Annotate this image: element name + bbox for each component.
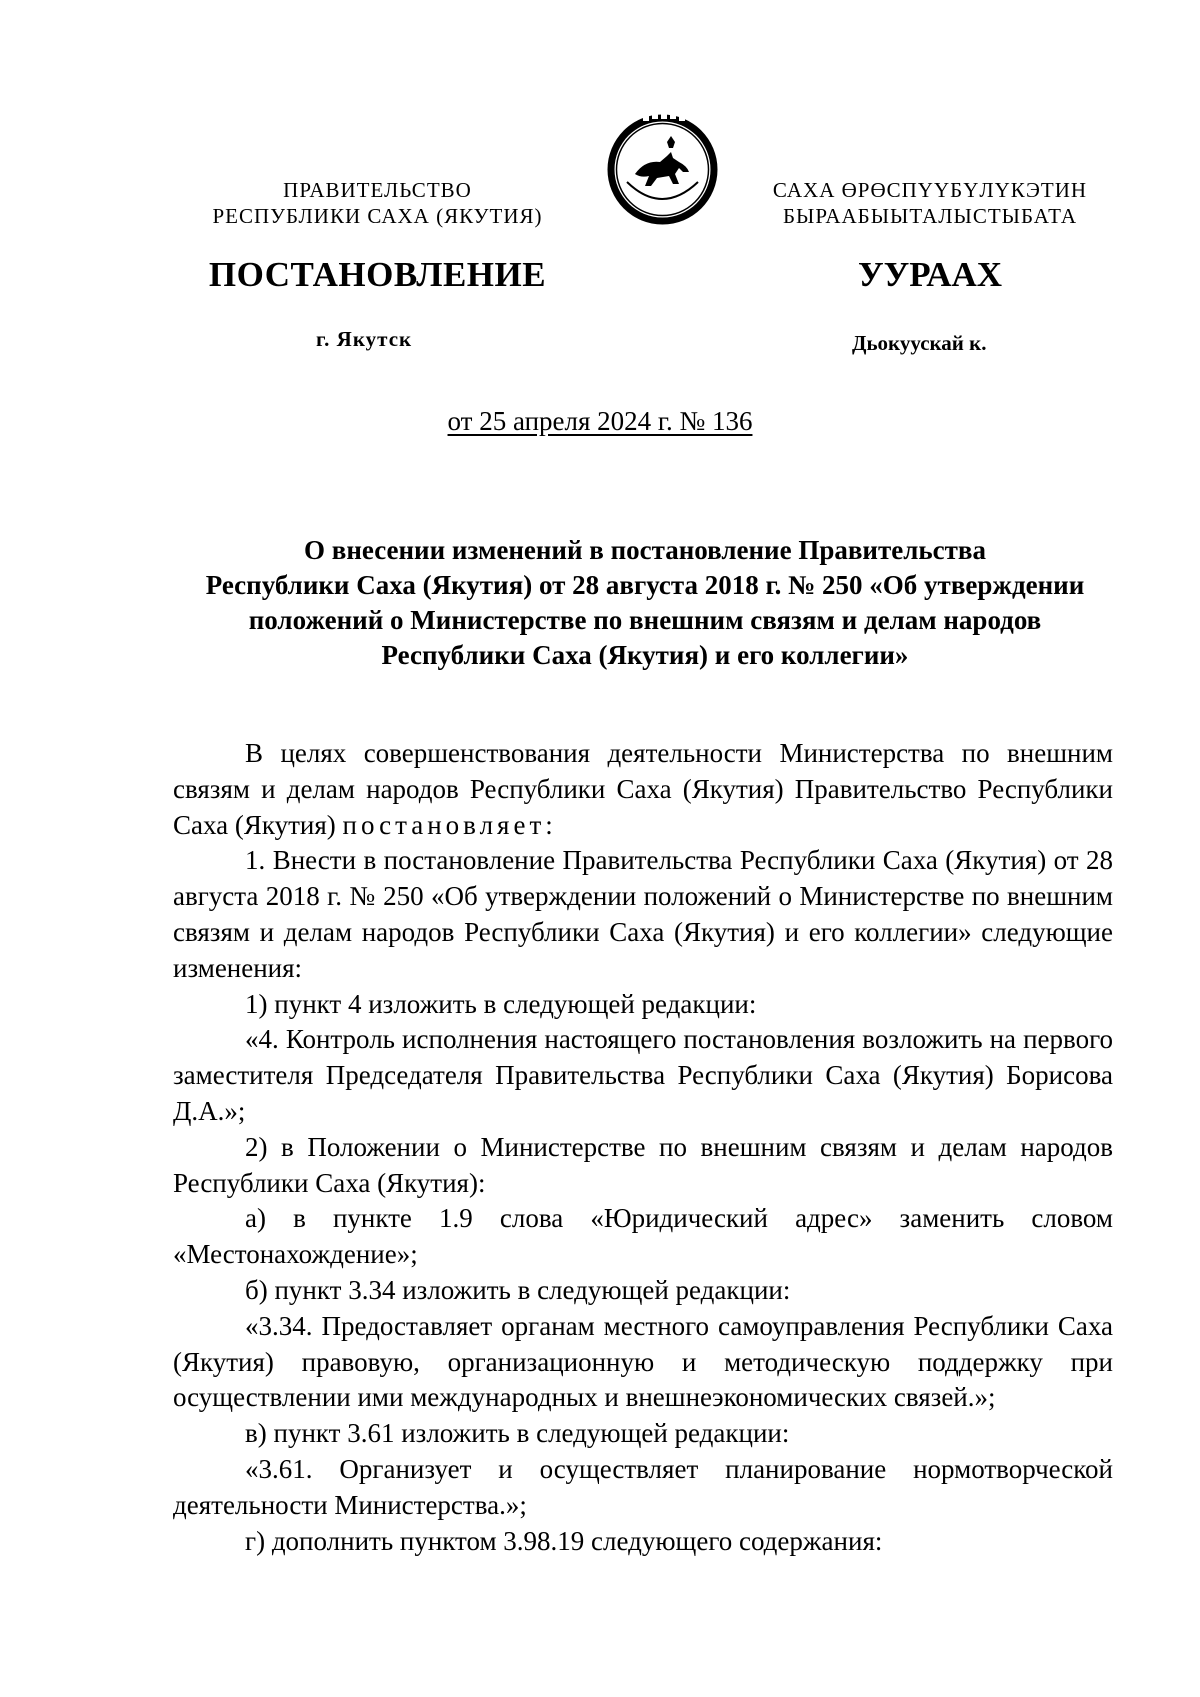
header-left-authority bbox=[165, 177, 590, 229]
doc-type-title-ru: ПОСТАНОВЛЕНИЕ bbox=[208, 255, 547, 294]
date-number: от 25 апреля 2024 г. № 136 bbox=[447, 406, 753, 436]
paragraph-subitem-2: 2) в Положении о Министерстве по внешним связям и делам народов Республики Саха (Якутия): bbox=[173, 1131, 1113, 1198]
paragraph-quote-3-61: «3.61. Организует и осуществляет планирование нормотворческой деятельности Министерства.»; bbox=[173, 1453, 1113, 1520]
document-body bbox=[173, 736, 1113, 1559]
doc-title-line3: положений о Министерстве по внешним связям и делам народов bbox=[248, 605, 1042, 635]
doc-title-line2: Республики Саха (Якутия) от 28 августа 2018 г. № 250 «Об утверждении bbox=[205, 570, 1085, 600]
document-title bbox=[170, 533, 1120, 673]
doc-type-title-sah: УУРААХ bbox=[857, 255, 1003, 294]
header-left-line1: ПРАВИТЕЛЬСТВО bbox=[283, 178, 472, 202]
paragraph-subitem-b: б) пункт 3.34 изложить в следующей редакции: bbox=[245, 1274, 791, 1305]
city-ru: г. Якутск bbox=[316, 327, 413, 351]
header-left-line2: РЕСПУБЛИКИ САХА (ЯКУТИЯ) bbox=[212, 204, 543, 228]
paragraph-subitem-v: в) пункт 3.61 изложить в следующей редакции: bbox=[245, 1418, 790, 1449]
paragraph-subitem-1: 1) пункт 4 изложить в следующей редакции: bbox=[245, 988, 757, 1019]
paragraph-quote-3-34: «3.34. Предоставляет органам местного самоуправления Республики Саха (Якутия) правовую, организационную и методическую поддержку при осуществлении ими международных и внешнеэкономических связей.»; bbox=[173, 1310, 1113, 1413]
doc-title-line4: Республики Саха (Якутия) и его коллегии» bbox=[381, 640, 909, 670]
doc-title-line1: О внесении изменений в постановление Правительства bbox=[304, 535, 986, 565]
preamble-text: В целях совершенствования деятельности Министерства по внешним связям и делам народов Республики Саха (Якутия) Правительство Республики Саха (Якутия) bbox=[173, 738, 1113, 840]
coat-of-arms-icon bbox=[605, 112, 720, 227]
header-right-authority bbox=[745, 177, 1115, 229]
header-right-line2: БЫРААБЫЫТАЛЫСТЫБАТА bbox=[782, 204, 1078, 228]
paragraph-item-1: 1. Внести в постановление Правительства Республики Саха (Якутия) от 28 августа 2018 г. № 250 «Об утверждении положений о Министерстве по внешним связям и делам народов Республики Саха (Якутия) и его коллегии» следующие изменения: bbox=[173, 845, 1113, 983]
paragraph-subitem-g: г) дополнить пунктом 3.98.19 следующего содержания: bbox=[245, 1525, 883, 1556]
paragraph-subitem-a: а) в пункте 1.9 слова «Юридический адрес» заменить словом «Местонахождение»; bbox=[173, 1203, 1113, 1270]
preamble-resolves: постановляет: bbox=[342, 809, 557, 840]
header-right-line1: САХА ӨРӨСПҮҮБҮЛҮКЭТИН bbox=[772, 178, 1088, 202]
paragraph-preamble bbox=[173, 736, 1113, 843]
paragraph-quote-4: «4. Контроль исполнения настоящего постановления возложить на первого заместителя Председателя Правительства Республики Саха (Якутия) Борисова Д.А.»; bbox=[173, 1024, 1113, 1126]
date-number-line bbox=[0, 405, 1200, 437]
city-sah: Дьокуускай к. bbox=[852, 331, 987, 355]
